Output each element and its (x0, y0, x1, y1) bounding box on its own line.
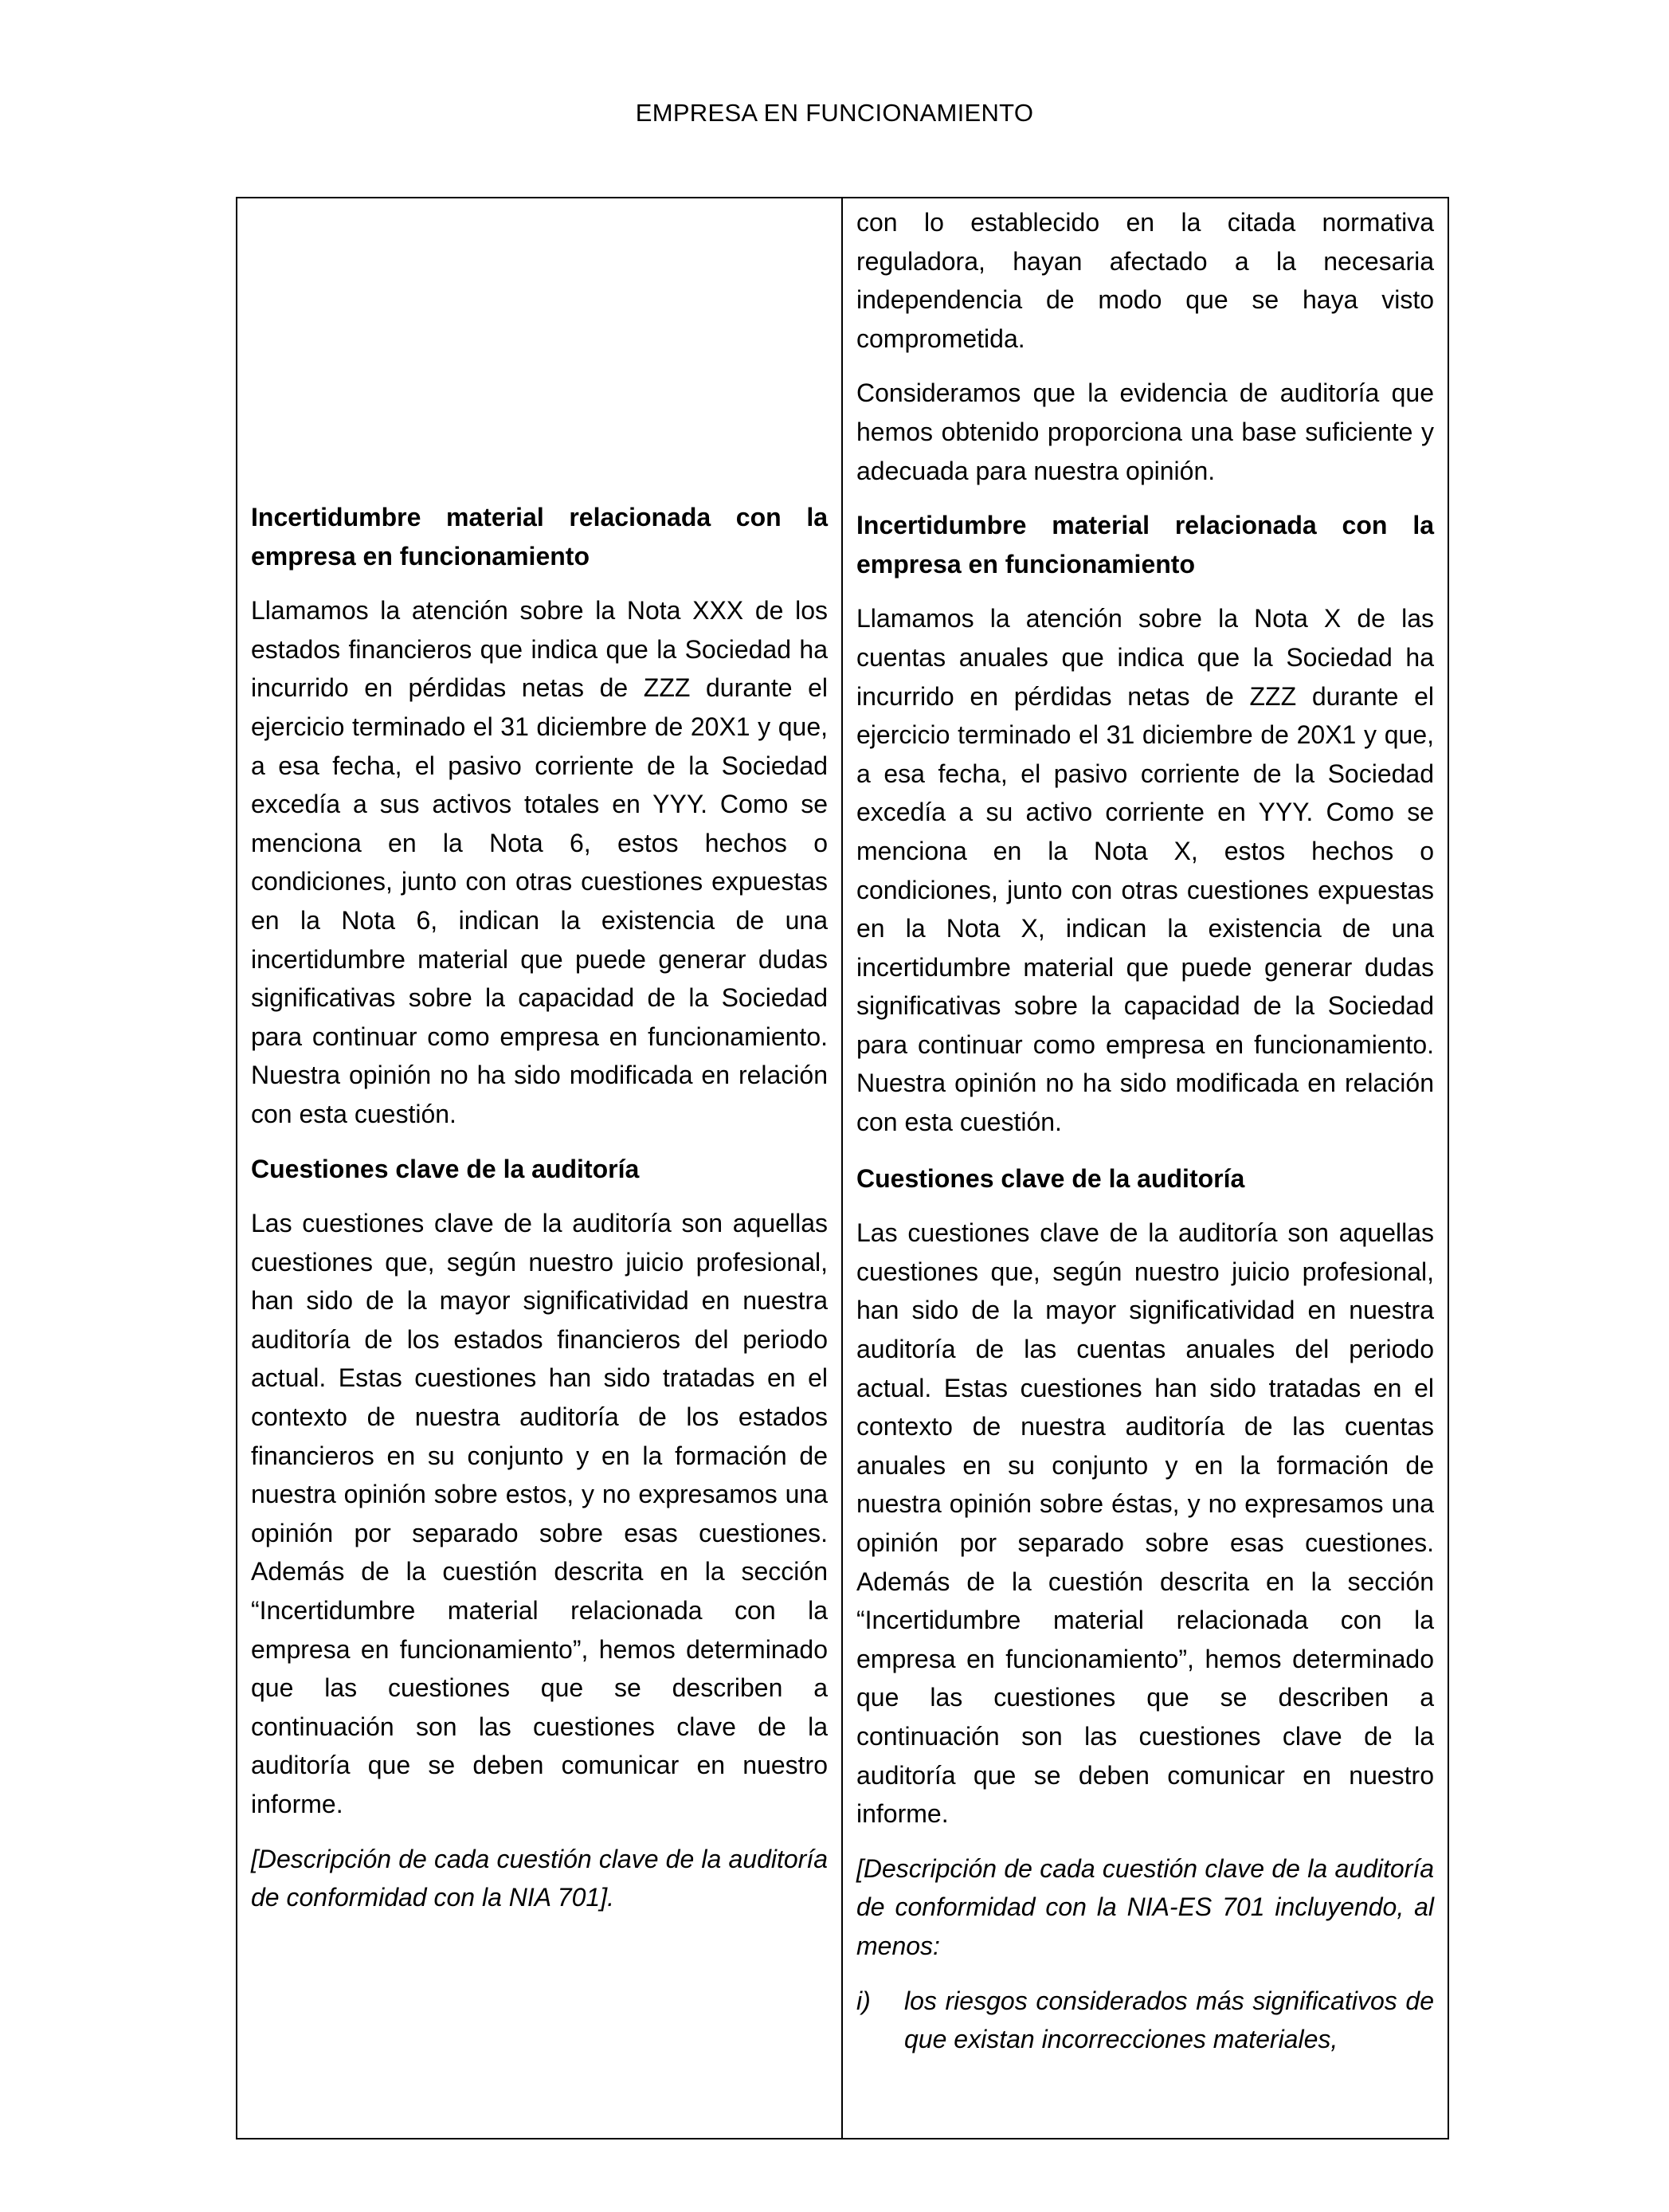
comparison-table (236, 197, 1449, 2139)
left-heading-key-audit-matters: Cuestiones clave de la auditoría (251, 1154, 640, 1183)
right-heading-key-audit-matters: Cuestiones clave de la auditoría (856, 1163, 1245, 1193)
right-paragraph-key-audit-matters: Las cuestiones clave de la auditoría son aquellas cuestiones que, según nuestro juicio profesional, han sido de la mayor significatividad en nuestra auditoría de las cuentas anuales del periodo actual. Estas cuestiones han sido tratadas en el contexto de nuestra auditoría de las cuentas anuales en su conjunto y en la formación de nuestra opinión sobre éstas, y no expresamos una opinión por separado sobre esas cuestiones. Además de la cuestión descrita en la sección “Incertidumbre material relacionada con la empresa en funcionamiento”, hemos determinado que las cuestiones que se describen a continuación son las cuestiones clave de la auditoría que se deben comunicar en nuestro informe. (856, 1218, 1434, 1829)
right-paragraph-description-placeholder: [Descripción de cada cuestión clave de la auditoría de conformidad con la NIA-ES 701 incluyendo, al menos: (856, 1853, 1434, 1960)
left-paragraph-material-uncertainty: Llamamos la atención sobre la Nota XXX de los estados financieros que indica que la Sociedad ha incurrido en pérdidas netas de ZZZ durante el ejercicio terminado el 31 diciembre de 20X1 y que, a esa fecha, el pasivo corriente de la Sociedad excedía a sus activos totales en YYY. Como se menciona en la Nota 6, estos hechos o condiciones, junto con otras cuestiones expuestas en la Nota 6, indican la existencia de una incertidumbre material que puede generar dudas significativas sobre la capacidad de la Sociedad para continuar como empresa en funcionamiento. Nuestra opinión no ha sido modificada en relación con esta cuestión. (251, 596, 828, 1128)
right-paragraph-audit-evidence: Consideramos que la evidencia de auditoría que hemos obtenido proporciona una base suficiente y adecuada para nuestra opinión. (856, 378, 1434, 485)
left-heading-material-uncertainty: Incertidumbre material relacionada con la empresa en funcionamiento (251, 503, 828, 571)
right-column (843, 198, 1448, 2138)
list-item-marker: i) (856, 1986, 871, 2015)
left-column (237, 198, 843, 2138)
right-paragraph-continuation: con lo establecido en la citada normativa reguladora, hayan afectado a la necesaria independencia de modo que se haya visto comprometida. (856, 208, 1434, 353)
right-heading-material-uncertainty: Incertidumbre material relacionada con la empresa en funcionamiento (856, 511, 1434, 578)
page-header-title: EMPRESA EN FUNCIONAMIENTO (635, 99, 1034, 127)
left-paragraph-description-placeholder: [Descripción de cada cuestión clave de la auditoría de conformidad con la NIA 701]. (251, 1844, 828, 1912)
right-paragraph-material-uncertainty: Llamamos la atención sobre la Nota X de las cuentas anuales que indica que la Sociedad ha incurrido en pérdidas netas de ZZZ durante el ejercicio terminado el 31 diciembre de 20X1 y que, a esa fecha, el pasivo corriente de la Sociedad excedía a su activo corriente en YYY. Como se menciona en la Nota X, estos hechos o condiciones, junto con otras cuestiones expuestas en la Nota X, indican la existencia de una incertidumbre material que puede generar dudas significativas sobre la capacidad de la Sociedad para continuar como empresa en funcionamiento. Nuestra opinión no ha sido modificada en relación con esta cuestión. (856, 604, 1434, 1137)
list-item (856, 1982, 1434, 2059)
left-paragraph-key-audit-matters: Las cuestiones clave de la auditoría son aquellas cuestiones que, según nuestro juicio profesional, han sido de la mayor significatividad en nuestra auditoría de los estados financieros del periodo actual. Estas cuestiones han sido tratadas en el contexto de nuestra auditoría de los estados financieros en su conjunto y en la formación de nuestra opinión sobre estos, y no expresamos una opinión por separado sobre esas cuestiones. Además de la cuestión descrita en la sección “Incertidumbre material relacionada con la empresa en funcionamiento”, hemos determinado que las cuestiones que se describen a continuación son las cuestiones clave de la auditoría que se deben comunicar en nuestro informe. (251, 1209, 828, 1818)
list-item-text: los riesgos considerados más significativos de que existan incorrecciones materiales, (904, 1986, 1434, 2054)
